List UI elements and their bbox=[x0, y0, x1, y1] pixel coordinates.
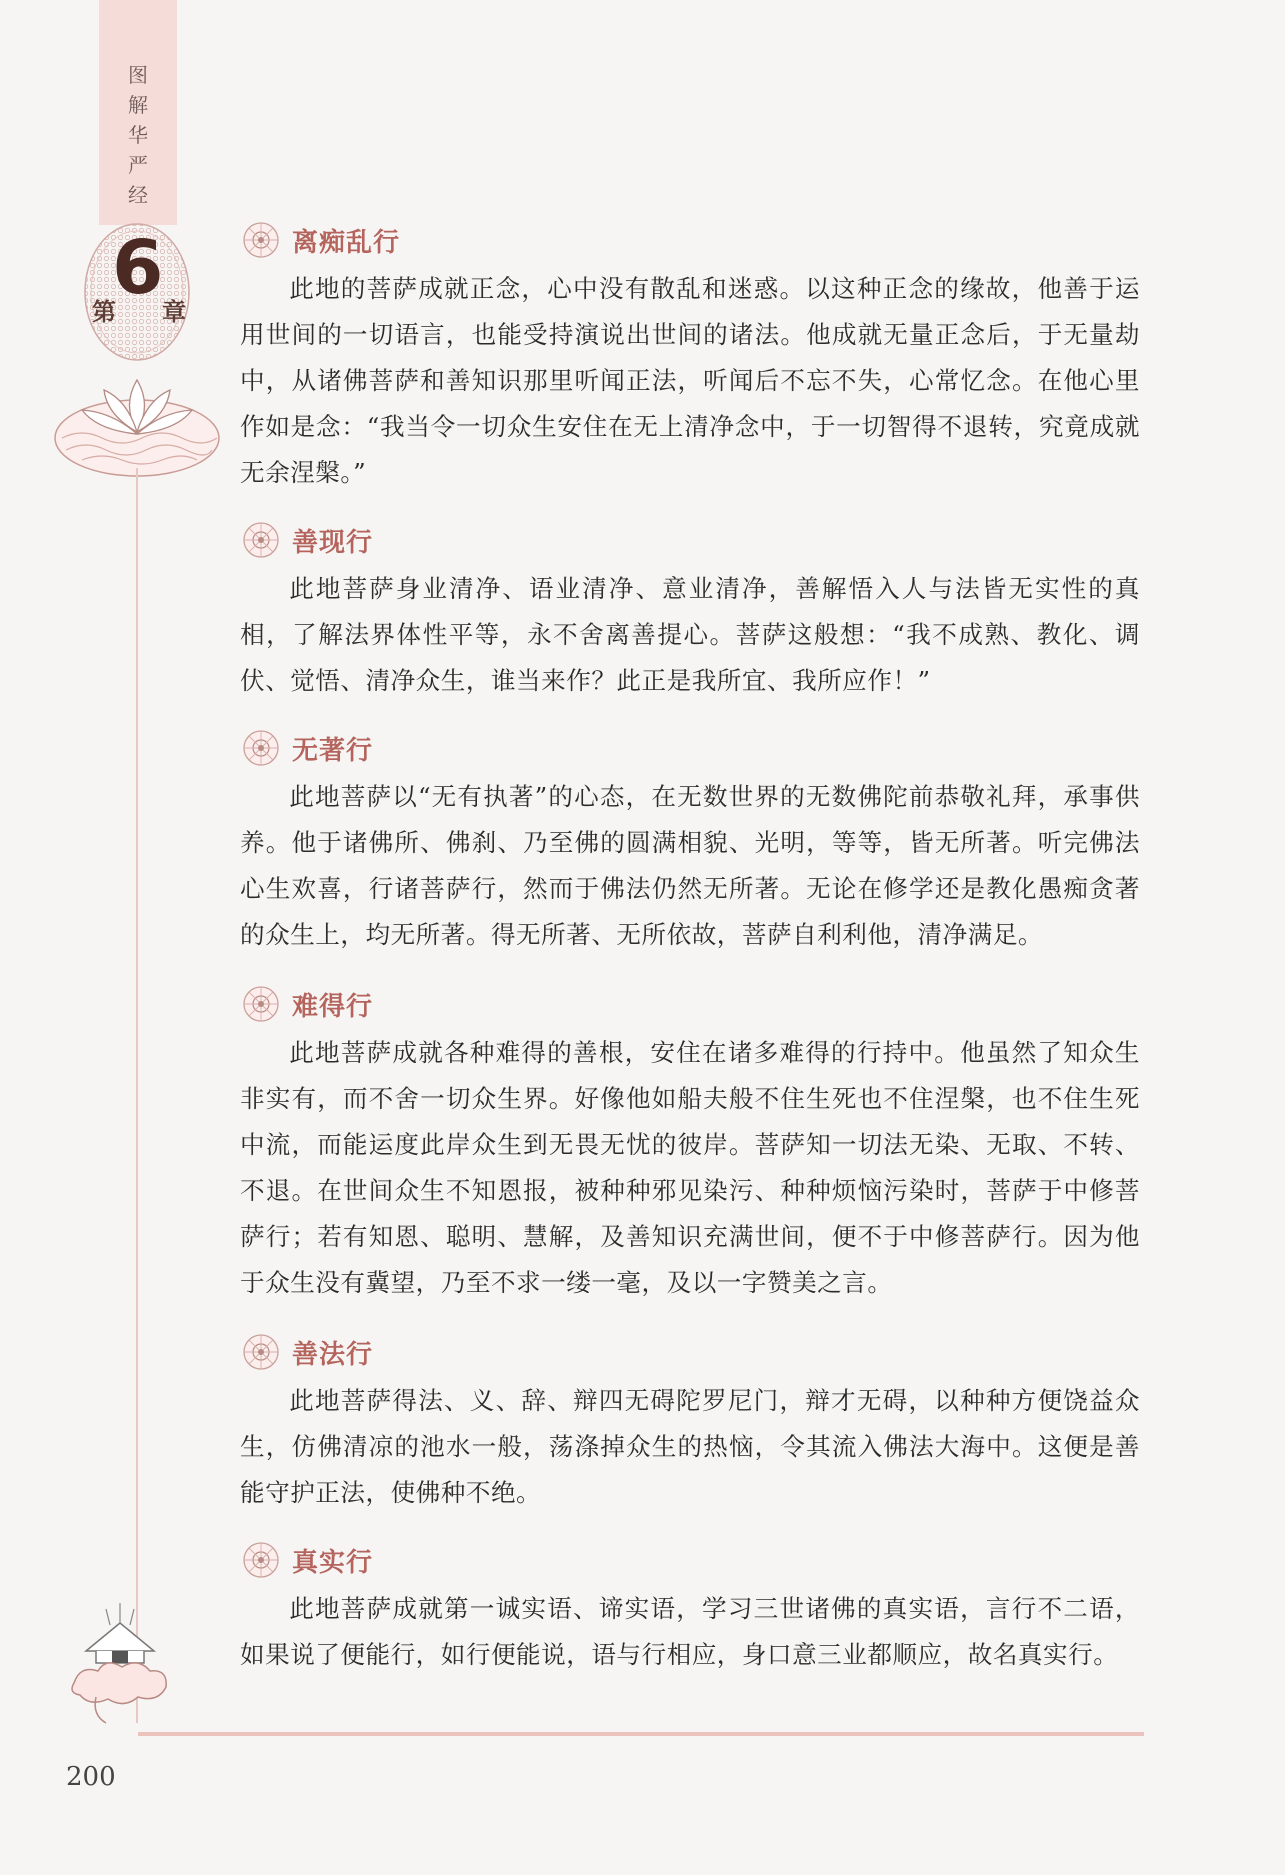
lotus-wheel-icon bbox=[240, 1332, 282, 1372]
section-heading bbox=[240, 1540, 1140, 1580]
section-body: 此地菩萨得法、义、辞、辩四无碍陀罗尼门，辩才无碍，以种种方便饶益众生，仿佛清凉的池水一般，荡涤掉众生的热恼，令其流入佛法大海中。这便是善能守护正法，使佛种不绝。 bbox=[240, 1386, 1140, 1507]
margin-rule bbox=[136, 468, 138, 1723]
book-title-char: 严 bbox=[128, 153, 150, 177]
section-body: 此地菩萨成就第一诚实语、谛实语，学习三世诸佛的真实语，言行不二语，如果说了便能行，如行便能说，语与行相应，身口意三业都顺应，故名真实行。 bbox=[240, 1594, 1140, 1669]
section-heading bbox=[240, 220, 1140, 260]
section-body: 此地菩萨身业清净、语业清净、意业清净，善解悟入人与法皆无实性的真相，了解法界体性平等，永不舍离善提心。菩萨这般想：“我不成熟、教化、调伏、觉悟、清净众生，谁当来作？此正是我所宜、我所应作！” bbox=[240, 574, 1140, 695]
section-heading bbox=[240, 728, 1140, 768]
book-title-char: 华 bbox=[128, 123, 150, 147]
book-title bbox=[124, 60, 154, 210]
section-wu-zhu-xing bbox=[240, 728, 1140, 958]
section-title: 难得行 bbox=[292, 991, 374, 1022]
page-number: 200 bbox=[66, 1762, 116, 1792]
section-shan-xian-xing bbox=[240, 520, 1140, 704]
section-title: 离痴乱行 bbox=[292, 227, 401, 258]
chapter-suffix: 章 bbox=[162, 298, 186, 326]
lotus-icon bbox=[52, 360, 222, 480]
section-body: 此地的菩萨成就正念，心中没有散乱和迷惑。以这种正念的缘故，他善于运用世间的一切语言，也能受持演说出世间的诸法。他成就无量正念后，于无量劫中，从诸佛菩萨和善知识那里听闻正法，听闻后不忘不失，心常忆念。在他心里作如是念：“我当令一切众生安住在无上清净念中，于一切智得不退转，究竟成就无余涅槃。” bbox=[240, 274, 1140, 487]
section-heading bbox=[240, 1332, 1140, 1372]
section-title: 无著行 bbox=[292, 735, 374, 766]
bottom-rule bbox=[138, 1732, 1144, 1736]
section-nan-de-xing bbox=[240, 984, 1140, 1306]
section-title: 真实行 bbox=[292, 1547, 374, 1578]
section-heading bbox=[240, 984, 1140, 1024]
section-shan-fa-xing bbox=[240, 1332, 1140, 1516]
section-zhen-shi-xing bbox=[240, 1540, 1140, 1678]
lotus-wheel-icon bbox=[240, 1540, 282, 1580]
section-title: 善现行 bbox=[292, 527, 374, 558]
section-body: 此地菩萨以“无有执著”的心态，在无数世界的无数佛陀前恭敬礼拜，承事供养。他于诸佛所、佛刹、乃至佛的圆满相貌、光明，等等，皆无所著。听完佛法心生欢喜，行诸菩萨行，然而于佛法仍然无所著。无论在修学还是教化愚痴贪著的众生上，均无所著。得无所著、无所依故，菩萨自利利他，清净满足。 bbox=[240, 782, 1140, 949]
book-title-char: 经 bbox=[128, 183, 150, 207]
section-li-chi-luan-xing bbox=[240, 220, 1140, 496]
book-title-char: 图 bbox=[128, 63, 150, 87]
lotus-wheel-icon bbox=[240, 984, 282, 1024]
temple-cloud-icon bbox=[66, 1593, 174, 1731]
chapter-number: 6 bbox=[112, 225, 164, 311]
section-heading bbox=[240, 520, 1140, 560]
chapter-prefix: 第 bbox=[92, 298, 116, 326]
book-title-char: 解 bbox=[128, 93, 150, 117]
section-title: 善法行 bbox=[292, 1339, 374, 1370]
section-body: 此地菩萨成就各种难得的善根，安住在诸多难得的行持中。他虽然了知众生非实有，而不舍一切众生界。好像他如船夫般不住生死也不住涅槃，也不住生死中流，而能运度此岸众生到无畏无忧的彼岸。菩萨知一切法无染、无取、不转、不退。在世间众生不知恩报，被种种邪见染污、种种烦恼污染时，菩萨于中修菩萨行；若有知恩、聪明、慧解，及善知识充满世间，便不于中修菩萨行。因为他于众生没有冀望，乃至不求一缕一毫，及以一字赞美之言。 bbox=[240, 1038, 1140, 1297]
lotus-wheel-icon bbox=[240, 220, 282, 260]
lotus-wheel-icon bbox=[240, 728, 282, 768]
lotus-wheel-icon bbox=[240, 520, 282, 560]
